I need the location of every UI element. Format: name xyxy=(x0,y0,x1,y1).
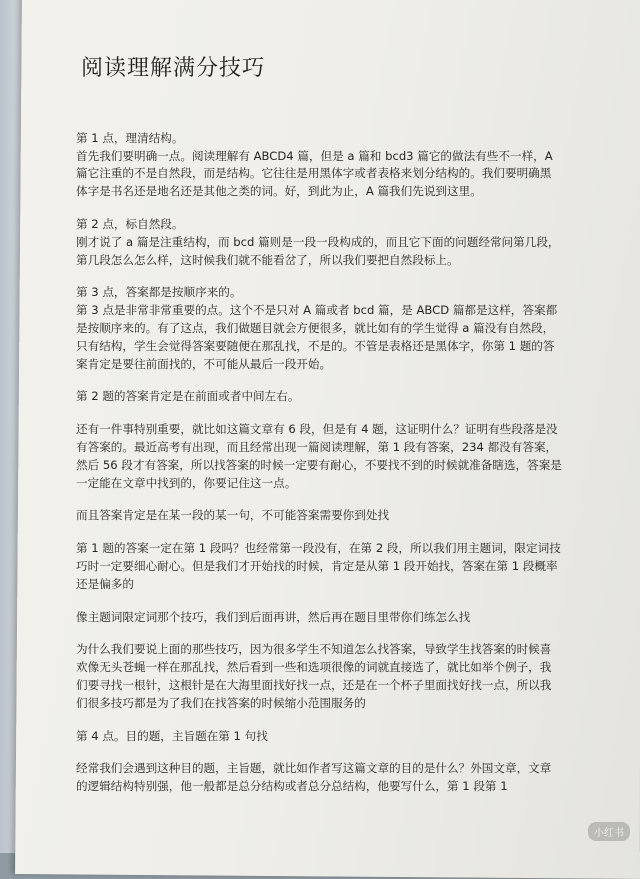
paragraph xyxy=(76,641,562,712)
page-title: 阅读理解满分技巧 xyxy=(81,56,266,81)
paragraph xyxy=(76,421,562,492)
section-heading: 第 2 点，标自然段。 xyxy=(76,216,184,231)
sections xyxy=(76,130,562,796)
paragraph-text: 还有一件事特别重要，就比如这篇文章有 6 段，但是有 4 题，这证明什么？证明有些段落是没有答案的。最近高考有出现，而且经常出现一篇阅读理解，第 1 段有答案，234 都没有答案，然后 56 段才有答案，所以找答案的时候一定要有耐心，不要找不到的时候就准备瞎选，答案是一定能在文章中找到的，你要记住这一点。 xyxy=(76,422,562,490)
paragraph-text: 为什么我们要说上面的那些技巧，因为很多学生不知道怎么找答案，导致学生找答案的时候喜欢像无头苍蝇一样在那乱找，然后看到一些和选项很像的词就直接选了，就比如举个例子，我们要寻找一根针，这根针是在大海里面找好找一点，还是在一个杯子里面找好找一点，所以我们很多技巧都是为了我们在找答案的时候缩小范围服务的 xyxy=(76,642,552,710)
paragraph xyxy=(76,216,562,269)
paragraph xyxy=(76,728,562,746)
paragraph xyxy=(76,609,562,627)
watermark-badge: 小红书 xyxy=(588,822,630,841)
section-heading: 第 1 点，理清结构。 xyxy=(76,130,184,145)
paragraph xyxy=(76,130,562,201)
paragraph xyxy=(76,284,562,373)
paragraph-text: 第 2 题的答案肯定是在前面或者中间左右。 xyxy=(76,389,300,404)
paragraph-text: 第 3 点是非常非常重要的点。这个不是只对 A 篇或者 bcd 篇，是 ABCD 篇都是这样，答案都是按顺序来的。有了这点，我们做题目就会方便很多，就比如有的学生觉得 a 篇没有自然段，只有结构，学生会觉得答案要随便在那乱找，不是的。不管是表格还是黑体字，你第 1 题的答案肯定是要往前面找的，不可能从最后一段开始。 xyxy=(76,303,558,371)
paragraph-text: 刚才说了 a 篇是注重结构，而 bcd 篇则是一段一段构成的，而且它下面的问题经常问第几段，第几段怎么怎么样，这时候我们就不能看岔了，所以我们要把自然段标上。 xyxy=(76,234,560,267)
paragraph-text: 第 1 题的答案一定在第 1 段吗？也经常第一段没有，在第 2 段，所以我们用主题词，限定词技巧时一定要细心耐心。但是我们才开始找的时候，肯定是从第 1 段开始找，答案在第 1 段概率还是偏多的 xyxy=(76,541,561,591)
paragraph xyxy=(76,540,562,593)
paragraph-text: 首先我们要明确一点。阅读理解有 ABCD4 篇，但是 a 篇和 bcd3 篇它的做法有些不一样，A 篇它注重的不是自然段，而是结构。它往往是用黑体字或者表格来划分结构的。我们要明确黑体字是书名还是地名还是其他之类的词。好，到此为止，A 篇我们先说到这里。 xyxy=(76,148,553,199)
paragraph-text: 第 4 点。目的题，主旨题在第 1 句找 xyxy=(76,728,268,743)
paragraph xyxy=(76,388,562,406)
paragraph-text: 像主题词限定词那个技巧，我们到后面再讲，然后再在题目里带你们练怎么找 xyxy=(76,609,471,624)
paragraph xyxy=(76,507,562,525)
paragraph-text: 经常我们会遇到这种目的题，主旨题，就比如作者写这篇文章的目的是什么？外国文章，文章的逻辑结构特别强，他一般都是总分结构或者总分总结构，他要写什么，第 1 段第 1 xyxy=(76,761,552,794)
paragraph-text: 而且答案肯定是在某一段的某一句，不可能答案需要你到处找 xyxy=(76,508,390,523)
section-heading: 第 3 点，答案都是按顺序来的。 xyxy=(76,285,242,300)
document-content xyxy=(76,56,562,811)
paragraph xyxy=(76,760,562,796)
